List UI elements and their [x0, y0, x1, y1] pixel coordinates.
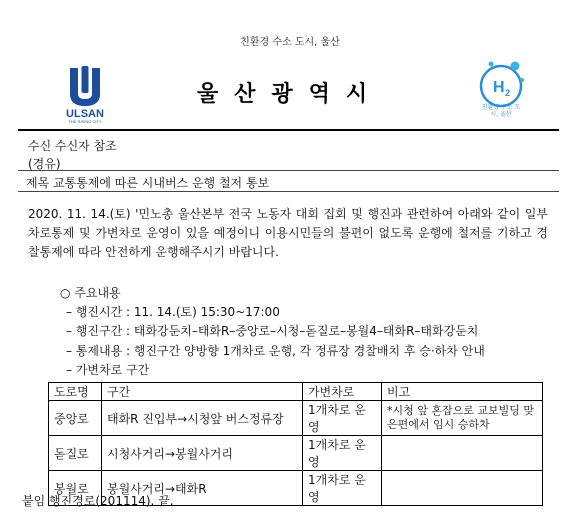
details-heading: ○ 주요내용: [60, 286, 121, 300]
slogan: 친환경 수소 도시, 울산: [240, 37, 340, 48]
hydrogen-city-logo: [477, 56, 525, 124]
remark: [382, 471, 543, 506]
remark: *시청 앞 혼잡으로 교보빌딩 맞은편에서 임시 승하차: [382, 401, 543, 436]
road-name: 봉월로: [49, 471, 102, 506]
column-header: 비고: [382, 383, 543, 401]
page-title: 울산광역시: [196, 82, 384, 107]
section: 태화R 진입부→시청앞 버스정류장: [102, 401, 303, 436]
variable-lane: 1개차로 운영: [303, 436, 382, 471]
table-row: [49, 401, 543, 436]
detail-item: – 통제내용 : 행진구간 양방향 1개차로 운행, 각 정류장 경찰배치 후 승·하차 안내: [66, 344, 485, 358]
via-line: (경유): [28, 157, 61, 171]
attachment-line: 붙임 행진경로(201114). 끝.: [22, 494, 174, 508]
section: 시청사거리→봉월사거리: [102, 436, 303, 471]
variable-lane: 1개차로 운영: [303, 471, 382, 506]
column-header: 도로명: [49, 383, 102, 401]
table-header-row: [49, 383, 543, 401]
road-name: 중앙로: [49, 401, 102, 436]
logo-right-caption: 친환경 수소 도시, 울산: [481, 104, 521, 118]
recipient-line: 수신 수신자 참조: [28, 139, 117, 153]
remark: [382, 436, 543, 471]
svg-text:2: 2: [505, 88, 511, 98]
header-divider: [18, 129, 559, 131]
section: 봉월사거리→태화R: [102, 471, 303, 506]
subject-line: 제목 교통통제에 따른 시내버스 운행 철저 통보: [26, 176, 270, 190]
detail-item: – 행진시간 : 11. 14.(토) 15:30~17:00: [66, 305, 280, 319]
column-header: 구간: [102, 383, 303, 401]
column-header: 가변차로: [303, 383, 382, 401]
road-name: 돋질로: [49, 436, 102, 471]
detail-item: – 행진구간 : 태화강둔치–태화R–중앙로–시청–돋질로–봉월4–태화R–태화강둔치: [66, 324, 479, 338]
detail-item: – 가변차로 구간: [66, 363, 150, 377]
lane-control-table: [48, 382, 543, 506]
logo-left-text: ULSAN: [66, 108, 104, 120]
svg-text:H: H: [493, 79, 505, 96]
variable-lane: 1개차로 운영: [303, 401, 382, 436]
table-row: [49, 436, 543, 471]
body-paragraph: 2020. 11. 14.(토) '민노총 울산본부 전국 노동자 대회 집회 및 행진과 관련하여 아래와 같이 일부 차로통제 및 가변차로 운영이 있을 예정이니 이용시민들의 불편이 없도록 운행에 철저를 기하고 경찰통제에 따라 안전하게 운행해주시기 바랍니다.: [28, 207, 548, 259]
logo-left-tagline: THE RISING CITY: [68, 119, 102, 124]
